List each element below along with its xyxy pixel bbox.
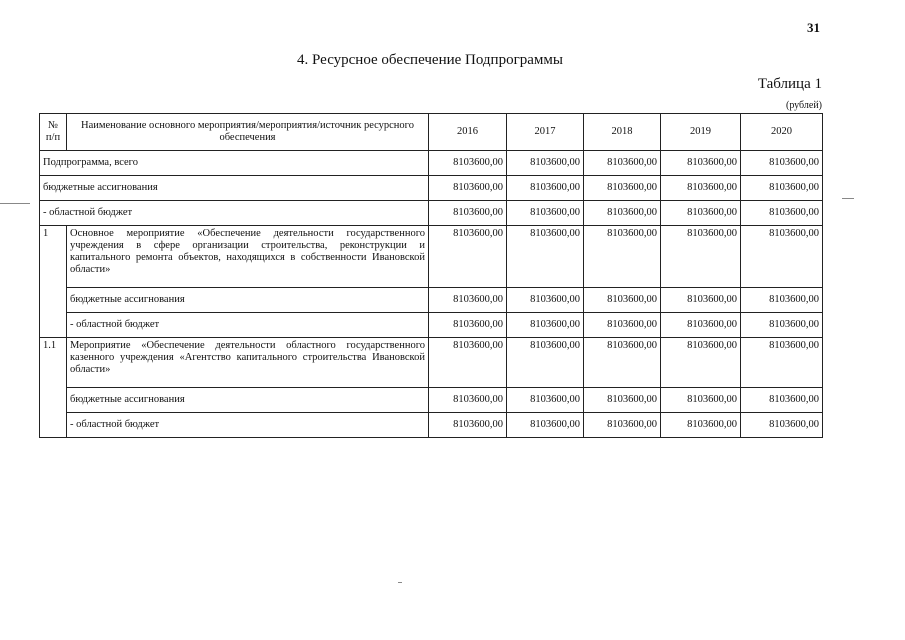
row-name: Основное мероприятие «Обеспечение деятельности государственного учреждения в сфере организации строительства, реконструкции и капитального ремонта объектов, находящихся в собственности Ивановской области» [67, 226, 429, 288]
page-number: 31 [807, 20, 820, 35]
row-value: 8103600,00 [429, 201, 507, 226]
row-value: 8103600,00 [429, 413, 507, 438]
row-name: Мероприятие «Обеспечение деятельности областного государственного казенного учреждения «Агентство капитального строительства Ивановской области» [67, 338, 429, 388]
row-value: 8103600,00 [429, 313, 507, 338]
row-value: 8103600,00 [741, 288, 823, 313]
header-year: 2017 [507, 114, 584, 151]
table-row [40, 338, 823, 388]
scan-artifact-right [842, 198, 854, 199]
row-value: 8103600,00 [584, 176, 661, 201]
table-header-row [40, 114, 823, 151]
row-name: - областной бюджет [67, 313, 429, 338]
header-year: 2019 [661, 114, 741, 151]
row-value: 8103600,00 [661, 338, 741, 388]
row-value: 8103600,00 [661, 313, 741, 338]
row-value: 8103600,00 [741, 226, 823, 288]
row-name: - областной бюджет [67, 413, 429, 438]
table-row [40, 413, 823, 438]
row-value: 8103600,00 [741, 388, 823, 413]
row-value: 8103600,00 [584, 338, 661, 388]
table-row [40, 388, 823, 413]
row-value: 8103600,00 [741, 176, 823, 201]
table-row [40, 176, 823, 201]
row-name: бюджетные ассигнования [67, 288, 429, 313]
row-value: 8103600,00 [584, 388, 661, 413]
row-value: 8103600,00 [584, 201, 661, 226]
row-value: 8103600,00 [741, 151, 823, 176]
row-value: 8103600,00 [584, 226, 661, 288]
table-row [40, 288, 823, 313]
row-value: 8103600,00 [584, 151, 661, 176]
table-row [40, 313, 823, 338]
row-value: 8103600,00 [507, 201, 584, 226]
row-name: Подпрограмма, всего [40, 151, 429, 176]
table-label: Таблица 1 [757, 76, 822, 92]
row-value: 8103600,00 [741, 338, 823, 388]
resource-table [39, 113, 823, 438]
row-value: 8103600,00 [507, 388, 584, 413]
table-row [40, 151, 823, 176]
row-value: 8103600,00 [507, 413, 584, 438]
row-value: 8103600,00 [741, 201, 823, 226]
row-value: 8103600,00 [661, 151, 741, 176]
row-value: 8103600,00 [661, 288, 741, 313]
header-num: № п/п [40, 114, 67, 151]
table-row [40, 201, 823, 226]
table-row [40, 226, 823, 288]
header-year: 2016 [429, 114, 507, 151]
row-value: 8103600,00 [507, 151, 584, 176]
row-value: 8103600,00 [507, 313, 584, 338]
row-name: бюджетные ассигнования [67, 388, 429, 413]
row-value: 8103600,00 [661, 388, 741, 413]
row-num: 1 [40, 226, 67, 338]
row-value: 8103600,00 [507, 288, 584, 313]
scan-artifact-left [0, 203, 30, 204]
header-year: 2018 [584, 114, 661, 151]
row-value: 8103600,00 [741, 313, 823, 338]
header-name: Наименование основного мероприятия/мероприятия/источник ресурсного обеспечения [67, 114, 429, 151]
section-title: 4. Ресурсное обеспечение Подпрограммы [297, 52, 563, 68]
units-label: (рублей) [785, 100, 822, 111]
row-value: 8103600,00 [584, 413, 661, 438]
row-name: бюджетные ассигнования [40, 176, 429, 201]
row-value: 8103600,00 [507, 176, 584, 201]
row-value: 8103600,00 [507, 338, 584, 388]
row-value: 8103600,00 [661, 201, 741, 226]
row-value: 8103600,00 [429, 288, 507, 313]
row-value: 8103600,00 [661, 176, 741, 201]
row-value: 8103600,00 [507, 226, 584, 288]
row-value: 8103600,00 [429, 388, 507, 413]
row-value: 8103600,00 [661, 226, 741, 288]
scan-artifact-bottom [398, 582, 402, 583]
row-value: 8103600,00 [584, 288, 661, 313]
row-value: 8103600,00 [584, 313, 661, 338]
row-value: 8103600,00 [661, 413, 741, 438]
row-value: 8103600,00 [429, 151, 507, 176]
row-value: 8103600,00 [429, 176, 507, 201]
row-name: - областной бюджет [40, 201, 429, 226]
header-year: 2020 [741, 114, 823, 151]
row-num: 1.1 [40, 338, 67, 438]
row-value: 8103600,00 [429, 226, 507, 288]
row-value: 8103600,00 [429, 338, 507, 388]
row-value: 8103600,00 [741, 413, 823, 438]
